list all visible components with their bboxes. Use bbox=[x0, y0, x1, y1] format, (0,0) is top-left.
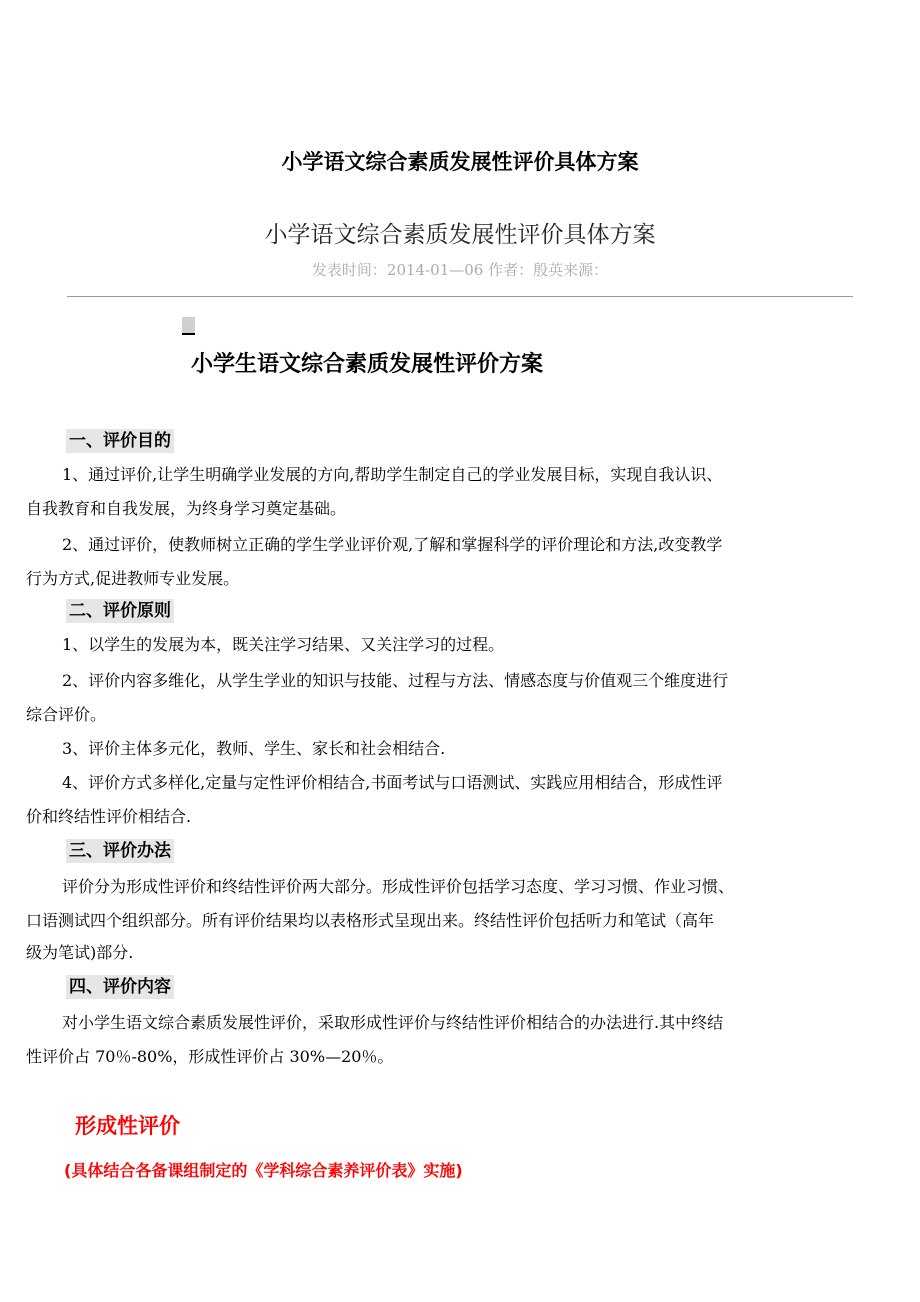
formative-evaluation-note: (具体结合各备课组制定的《学科综合素养评价表》实施) bbox=[64, 1161, 463, 1180]
paragraph-line: 口语测试四个组织部分。所有评价结果均以表格形式呈现出来。终结性评价包括听力和笔试（高年 bbox=[26, 911, 715, 930]
paragraph-line: 2、通过评价，使教师树立正确的学生学业评价观,了解和掌握科学的评价理论和方法,改变教学 bbox=[62, 535, 723, 554]
article-meta: 发表时间：2014-01—06 作者：殷英来源： bbox=[311, 261, 609, 279]
document-title: 小学语文综合素质发展性评价具体方案 bbox=[281, 150, 639, 174]
paragraph-line: 价和终结性评价相结合. bbox=[26, 807, 192, 826]
section-heading-purpose: 一、评价目的 bbox=[66, 429, 174, 453]
paragraph-line: 行为方式,促进教师专业发展。 bbox=[26, 569, 240, 588]
paragraph-line: 2、评价内容多维化，从学生学业的知识与技能、过程与方法、情感态度与价值观三个维度进行 bbox=[62, 671, 729, 690]
cursor-marker bbox=[182, 317, 195, 335]
paragraph-line: 评价分为形成性评价和终结性评价两大部分。形成性评价包括学习态度、学习习惯、作业习惯、 bbox=[62, 877, 735, 896]
section-heading-content: 四、评价内容 bbox=[66, 975, 174, 999]
formative-evaluation-heading: 形成性评价 bbox=[75, 1114, 180, 1138]
paragraph-line: 自我教育和自我发展，为终身学习奠定基础。 bbox=[26, 499, 347, 518]
scheme-heading: 小学生语文综合素质发展性评价方案 bbox=[191, 352, 544, 377]
paragraph-line: 3、评价主体多元化，教师、学生、家长和社会相结合. bbox=[62, 739, 446, 758]
article-title: 小学语文综合素质发展性评价具体方案 bbox=[264, 222, 656, 248]
paragraph-line: 级为笔试)部分. bbox=[26, 943, 134, 962]
divider bbox=[67, 296, 853, 297]
paragraph-line: 1、通过评价,让学生明确学业发展的方向,帮助学生制定自己的学业发展目标，实现自我认识、 bbox=[62, 465, 723, 484]
paragraph-line: 对小学生语文综合素质发展性评价，采取形成性评价与终结性评价相结合的办法进行.其中终结 bbox=[62, 1013, 724, 1032]
paragraph-line: 综合评价。 bbox=[26, 705, 107, 724]
paragraph-line: 性评价占 70％-80%，形成性评价占 30%—20％。 bbox=[26, 1047, 394, 1066]
paragraph-line: 1、以学生的发展为本，既关注学习结果、又关注学习的过程。 bbox=[62, 635, 505, 654]
section-heading-principles: 二、评价原则 bbox=[66, 599, 174, 623]
section-heading-methods: 三、评价办法 bbox=[66, 839, 174, 863]
paragraph-line: 4、评价方式多样化,定量与定性评价相结合,书面考试与口语测试、实践应用相结合，形成性评 bbox=[62, 773, 723, 792]
